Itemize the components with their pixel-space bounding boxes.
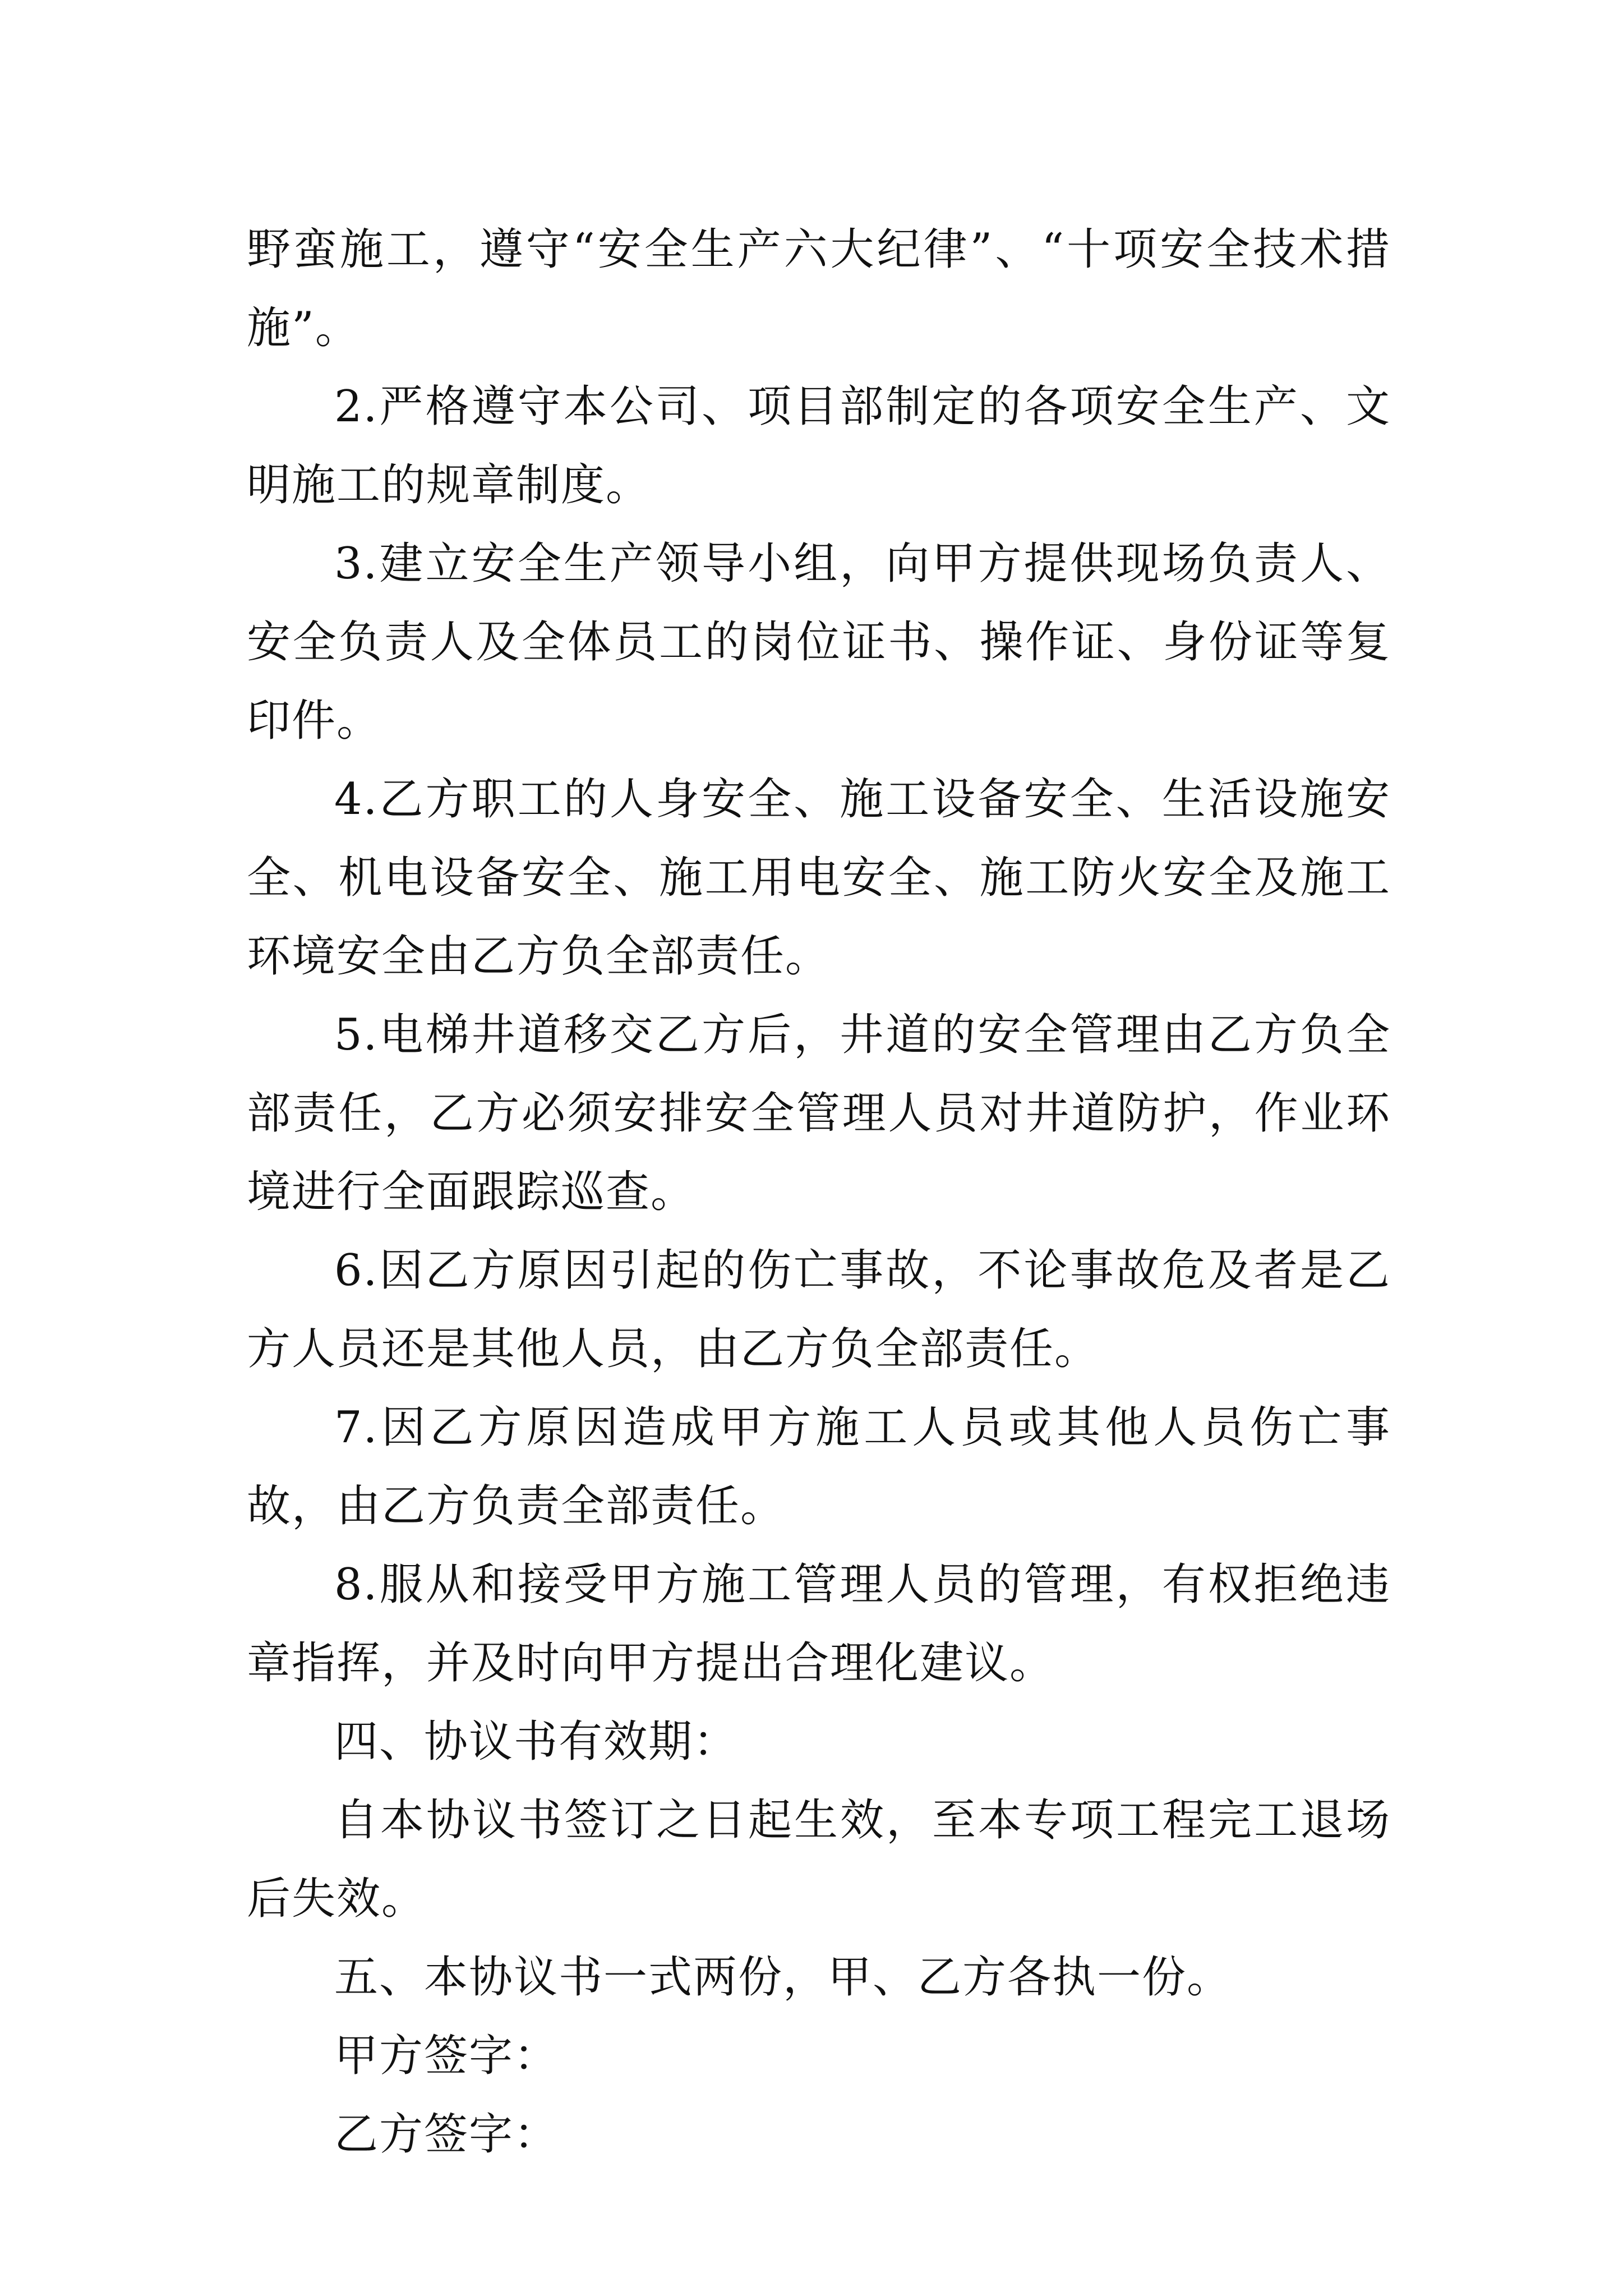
section-4-body: 自本协议书签订之日起生效，至本专项工程完工退场后失效。 (247, 1795, 1391, 1924)
paragraph-item-7: 7.因乙方原因造成甲方施工人员或其他人员伤亡事故，由乙方负责全部责任。 (247, 1402, 1391, 1531)
paragraph-item-5: 5.电梯井道移交乙方后，井道的安全管理由乙方负全部责任，乙方必须安排安全管理人员对井道防护，作业环境进行全面跟踪巡查。 (247, 1010, 1391, 1217)
party-b-signature-label: 乙方签字： (334, 2109, 559, 2160)
paragraph-item-6: 6.因乙方原因引起的伤亡事故，不论事故危及者是乙方人员还是其他人员，由乙方负全部责任。 (247, 1245, 1391, 1374)
paragraph-item-3: 3.建立安全生产领导小组，向甲方提供现场负责人、安全负责人及全体员工的岗位证书、操作证、身份证等复印件。 (247, 539, 1391, 746)
paragraph-item-4: 4.乙方职工的人身安全、施工设备安全、生活设施安全、机电设备安全、施工用电安全、施工防火安全及施工环境安全由乙方负全部责任。 (247, 774, 1391, 982)
section-5: 五、本协议书一式两份，甲、乙方各执一份。 (334, 1952, 1232, 2003)
paragraph-continuation: 野蛮施工，遵守“安全生产六大纪律”、“十项安全技术措施”。 (247, 224, 1391, 353)
party-a-signature-label: 甲方签字： (334, 2031, 559, 2081)
paragraph-item-2: 2.严格遵守本公司、项目部制定的各项安全生产、文明施工的规章制度。 (247, 381, 1391, 510)
document-body (247, 210, 1391, 2174)
paragraph-item-8: 8.服从和接受甲方施工管理人员的管理，有权拒绝违章指挥，并及时向甲方提出合理化建议。 (247, 1559, 1391, 1688)
section-4-heading: 四、协议书有效期： (334, 1717, 739, 1767)
